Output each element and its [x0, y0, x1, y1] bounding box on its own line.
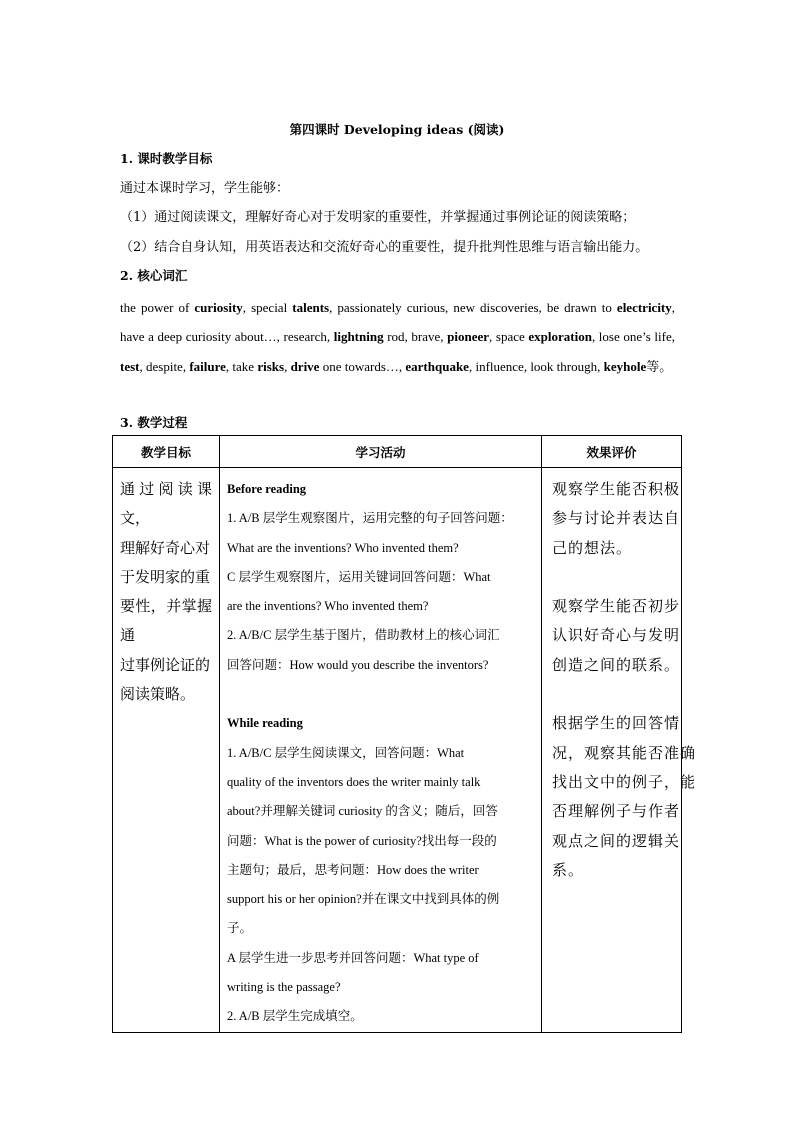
vocab-keyword: lightning	[333, 329, 384, 345]
evaluation-line	[552, 680, 675, 709]
header-activity: 学习活动	[220, 436, 542, 468]
evaluation-line: 观察学生能否积极	[552, 480, 681, 498]
activity-line: about?并理解关键词 curiosity 的含义；随后，回答	[227, 804, 498, 819]
activity-line: 2. A/B/C 层学生基于图片，借助教材上的核心词汇	[227, 628, 500, 643]
section-heading-vocab: 2. 核心词汇	[120, 268, 188, 283]
evaluation-line: 系。	[552, 860, 585, 879]
activity-line: 子。	[227, 921, 253, 936]
activity-line: 1. A/B 层学生观察图片，运用完整的句子回答问题：	[227, 511, 513, 526]
table-header-row	[113, 436, 682, 468]
section-heading-objectives: 1. 课时教学目标	[120, 151, 213, 166]
activity-line: quality of the inventors does the writer mainly talk	[227, 774, 481, 789]
vocab-keyword: electricity	[616, 300, 672, 315]
vocab-text: , space	[489, 329, 529, 345]
section-heading-process: 3. 教学过程	[120, 415, 188, 430]
activity-line: 主题句；最后，思考问题：How does the writer	[227, 862, 479, 877]
activity-line: 问题：What is the power of curiosity?找出每一段的	[227, 833, 497, 848]
evaluation-line	[552, 563, 675, 592]
vocab-keyword: test	[120, 358, 140, 374]
activity-line: writing is the passage?	[227, 980, 341, 995]
objective-1: （1）通过阅读课文，理解好奇心对于发明家的重要性，并掌握通过事例论证的阅读策略；	[120, 210, 636, 225]
vocab-keyword: drive	[290, 358, 320, 374]
vocab-text: , take	[225, 358, 258, 374]
evaluation-line: 找出文中的例子，能	[552, 772, 697, 791]
evaluation-line: 观察学生能否初步	[552, 597, 681, 616]
goal-line: 阅读策略。	[120, 685, 196, 704]
vocab-keyword: failure	[189, 358, 226, 374]
vocab-text: , despite,	[139, 358, 190, 374]
vocab-text: one towards…,	[319, 358, 406, 374]
vocab-text: rod, brave,	[383, 329, 448, 345]
document-title: 第四课时 Developing ideas (阅读)	[289, 122, 505, 137]
evaluation-line: 己的想法。	[552, 538, 633, 557]
evaluation-cell	[542, 468, 697, 1033]
header-goal: 教学目标	[113, 436, 220, 468]
evaluation-line: 否理解例子与作者	[552, 802, 681, 821]
vocab-keyword: curiosity	[194, 300, 243, 315]
vocab-keyword: exploration	[528, 329, 592, 345]
evaluation-line: 观点之间的逻辑关	[552, 831, 681, 850]
vocab-text: , special	[242, 300, 293, 315]
goal-line: 于发明家的重	[120, 567, 211, 586]
goal-line: 理解好奇心对	[120, 538, 211, 557]
activity-cell	[220, 468, 542, 1033]
activity-stage-heading: While reading	[227, 716, 303, 731]
goal-line: 要性，并掌握通	[120, 597, 212, 645]
activity-line: What are the inventions? Who invented them?	[227, 540, 459, 555]
vocab-text: , passionately curious, new discoveries, be drawn to	[329, 300, 617, 315]
header-evaluation: 效果评价	[542, 436, 682, 468]
evaluation-line: 认识好奇心与发明	[552, 626, 681, 645]
activity-line: are the inventions? Who invented them?	[227, 599, 429, 614]
activity-line: A 层学生进一步思考并回答问题：What type of	[227, 950, 479, 965]
evaluation-line: 根据学生的回答情	[552, 714, 681, 733]
activity-line	[227, 680, 534, 709]
vocab-paragraph	[120, 293, 675, 381]
goal-line: 通过阅读课文，	[120, 480, 212, 528]
activity-line: 1. A/B/C 层学生阅读课文，回答问题：What	[227, 745, 465, 760]
activity-line: 2. A/B 层学生完成填空。	[227, 1009, 363, 1024]
objectives-intro: 通过本课时学习，学生能够：	[120, 181, 290, 196]
vocab-keyword: earthquake	[405, 358, 469, 374]
vocab-text: , lose one’s life,	[591, 329, 675, 345]
vocab-keyword: risks	[257, 358, 285, 374]
activity-line: C 层学生观察图片，运用关键词回答问题：What	[227, 569, 491, 584]
goal-line: 过事例论证的	[120, 655, 211, 674]
vocab-keyword: pioneer	[447, 329, 490, 345]
teaching-process-table	[112, 435, 697, 1033]
activity-line: support his or her opinion?并在课文中找到具体的例	[227, 892, 500, 907]
vocab-keyword: keyhole	[603, 358, 647, 374]
goal-cell	[113, 468, 220, 1033]
table-row	[113, 468, 682, 1033]
evaluation-line: 创造之间的联系。	[552, 655, 681, 674]
activity-line: 回答问题：How would you describe the inventors?	[227, 657, 489, 672]
activity-stage-heading: Before reading	[227, 482, 307, 496]
evaluation-line: 况，观察其能否准确	[552, 743, 697, 762]
vocab-text: 等。	[646, 358, 673, 374]
objective-2: （2）结合自身认知，用英语表达和交流好奇心的重要性，提升批判性思维与语言输出能力。	[120, 240, 649, 255]
vocab-text: , influence, look through,	[468, 358, 604, 374]
evaluation-line: 参与讨论并表达自	[552, 509, 681, 528]
vocab-text: , have a deep curiosity about…, research,	[120, 300, 676, 345]
vocab-keyword: talents	[292, 300, 330, 315]
vocab-text: ,	[284, 358, 291, 374]
vocab-text: the power of	[120, 300, 195, 315]
